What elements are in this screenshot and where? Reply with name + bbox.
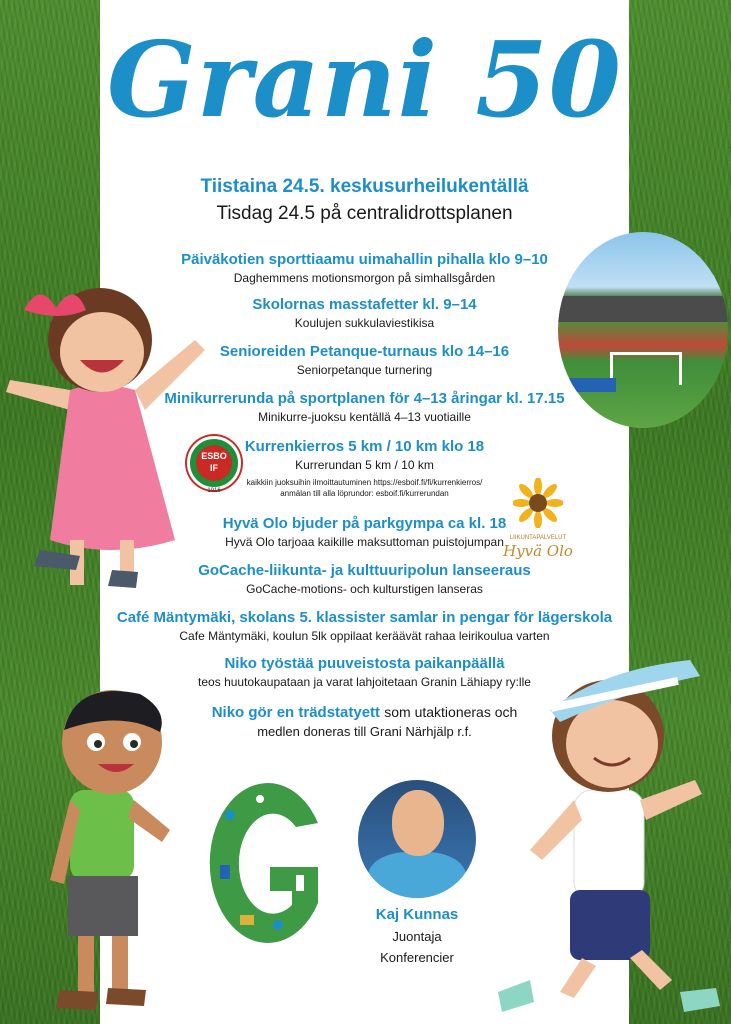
event-subtitle: Kurrerundan 5 km / 10 km xyxy=(295,458,434,472)
event-title: Kurrenkierros 5 km / 10 km klo 18 xyxy=(244,438,485,455)
event-subtitle: medlen doneras till Grani Närhjälp r.f. xyxy=(257,724,472,739)
host-name: Kaj Kunnas xyxy=(375,906,459,923)
event-title: Päiväkotien sporttiaamu uimahallin pihalla klo 9–10 xyxy=(181,251,548,268)
event-subtitle: Daghemmens motionsmorgon på simhallsgården xyxy=(233,271,496,285)
hyva-olo-small-text: LIIKUNTAPALVELUT xyxy=(509,535,567,541)
event-title-highlight: Niko gör en trädstatyett xyxy=(211,704,381,721)
host-role-finnish: Juontaja xyxy=(392,929,442,944)
event-title: Minikurrerunda på sportplanen för 4–13 åringar kl. 17.15 xyxy=(164,390,565,407)
event-title: GoCache-liikunta- ja kulttuuripolun lanseeraus xyxy=(198,562,531,579)
stadium-photo xyxy=(558,232,728,428)
event-title: Skolornas masstafetter kl. 9–14 xyxy=(252,296,477,313)
registration-note-finnish: kaikkiin juoksuihin ilmoittautuminen https://esboif.fi/fi/kurrenkierros/ xyxy=(246,478,483,487)
event-date-swedish: Tisdag 24.5 på centralidrottsplanen xyxy=(216,203,513,224)
host-role-swedish: Konferencier xyxy=(380,950,454,965)
event-title-continuation: som utaktioneras och xyxy=(384,704,518,720)
event-title: Senioreiden Petanque-turnaus klo 14–16 xyxy=(219,343,510,360)
event-title: Niko työstää puuveistosta paikanpäällä xyxy=(224,655,505,672)
boy-green-shirt-illustration xyxy=(20,680,190,1024)
event-title: Café Mäntymäki, skolans 5. klassister samlar in pengar för lägerskola xyxy=(116,609,613,626)
stadium-stands xyxy=(558,296,728,322)
girl-running-visor-illustration xyxy=(490,640,731,1024)
landing-mat xyxy=(568,378,616,392)
registration-note-swedish: anmälan till alla löprundor: esboif.fi/kurrerundan xyxy=(280,489,449,498)
event-subtitle: Cafe Mäntymäki, koulun 5lk oppilaat keräävät rahaa leirikoulua varten xyxy=(179,629,550,643)
event-subtitle: GoCache-motions- och kulturstigen lanseras xyxy=(246,582,483,596)
event-subtitle: teos huutokaupataan ja varat lahjoitetaan Granin Lähiapy ry:lle xyxy=(198,675,531,689)
event-date-finnish: Tiistaina 24.5. keskusurheilukentällä xyxy=(200,176,529,197)
event-title: Hyvä Olo bjuder på parkgympa ca kl. 18 xyxy=(222,515,507,532)
hyva-olo-logo-text: Hyvä Olo xyxy=(503,542,573,560)
esbo-if-year: 1916 xyxy=(207,488,221,494)
girl-pink-dress-illustration xyxy=(0,270,215,600)
football-goal xyxy=(610,352,682,385)
esbo-logo-text: ESBO xyxy=(201,451,227,461)
poster-title: Grani 50 xyxy=(106,18,623,141)
event-subtitle: Hyvä Olo tarjoaa kaikille maksuttoman puistojumpan xyxy=(225,535,504,549)
event-subtitle: Koulujen sukkulaviestikisa xyxy=(294,316,435,330)
event-subtitle: Seniorpetanque turnering xyxy=(296,363,433,377)
sunflower-icon xyxy=(513,478,563,528)
esbo-logo-text-if: IF xyxy=(210,463,218,473)
gocache-g-illustration xyxy=(200,775,330,950)
host-photo xyxy=(358,780,476,898)
event-subtitle: Minikurre-juoksu kentällä 4–13 vuotiaille xyxy=(258,410,471,424)
